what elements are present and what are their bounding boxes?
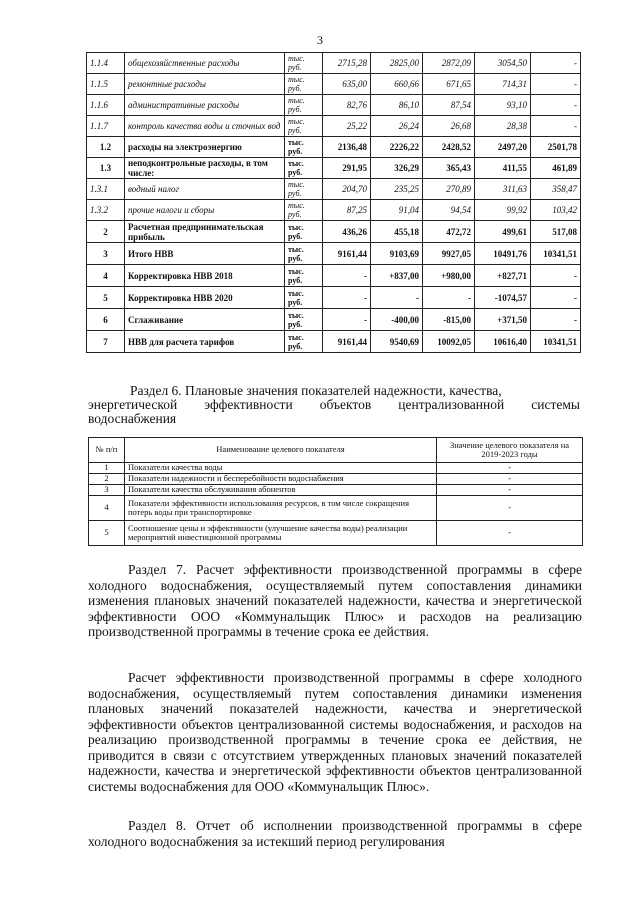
row-value: 2136,48 — [323, 137, 371, 158]
row-value: 365,43 — [423, 158, 475, 179]
row-value: - — [531, 116, 581, 137]
row-unit: тыс. руб. — [285, 243, 323, 265]
row-name: административные расходы — [125, 95, 285, 116]
section-6-line3: водоснабжения — [88, 411, 177, 426]
table-row — [89, 474, 583, 485]
row-number: 1.3.2 — [87, 200, 125, 221]
row-unit: тыс. руб. — [285, 287, 323, 309]
header-no: № п/п — [89, 438, 125, 463]
row-name: ремонтные расходы — [125, 74, 285, 95]
row-number: 1.2 — [87, 137, 125, 158]
row-unit: тыс. руб. — [285, 95, 323, 116]
table-row — [89, 496, 583, 521]
row-unit: тыс. руб. — [285, 331, 323, 353]
row-value: 270,89 — [423, 179, 475, 200]
row-name: Корректировка НВВ 2020 — [125, 287, 285, 309]
targets-table — [88, 437, 583, 546]
row-number: 1.1.5 — [87, 74, 125, 95]
row-name: Сглаживание — [125, 309, 285, 331]
row-value: 82,76 — [323, 95, 371, 116]
table-row — [87, 53, 581, 74]
row-value: 87,25 — [323, 200, 371, 221]
section-7 — [88, 562, 582, 640]
row-value: 9927,05 — [423, 243, 475, 265]
row-number: 1.1.6 — [87, 95, 125, 116]
row-value: 635,00 — [323, 74, 371, 95]
row-name: расходы на электроэнергию — [125, 137, 285, 158]
row-value: 714,31 — [475, 74, 531, 95]
row-name: Показатели качества воды — [125, 463, 437, 474]
row-value: - — [423, 287, 475, 309]
row-value: 9161,44 — [323, 331, 371, 353]
row-number: 1.3.1 — [87, 179, 125, 200]
section-8 — [88, 818, 582, 849]
word: энергетической — [88, 397, 178, 412]
row-value: 358,47 — [531, 179, 581, 200]
row-unit: тыс. руб. — [285, 74, 323, 95]
row-value: - — [531, 74, 581, 95]
row-no: 2 — [89, 474, 125, 485]
row-value: - — [323, 287, 371, 309]
row-value: 86,10 — [371, 95, 423, 116]
table-row — [87, 116, 581, 137]
row-name: Итого НВВ — [125, 243, 285, 265]
section-6-heading — [88, 384, 580, 426]
row-value: 10491,76 — [475, 243, 531, 265]
table-row — [89, 485, 583, 496]
table-row — [87, 265, 581, 287]
row-value: 9161,44 — [323, 243, 371, 265]
row-value: 9540,69 — [371, 331, 423, 353]
row-value: - — [323, 309, 371, 331]
row-value: - — [531, 53, 581, 74]
row-unit: тыс. руб. — [285, 200, 323, 221]
row-value: 311,63 — [475, 179, 531, 200]
row-value: 499,61 — [475, 221, 531, 243]
row-number: 1.1.4 — [87, 53, 125, 74]
table-row — [87, 158, 581, 179]
row-value: 103,42 — [531, 200, 581, 221]
row-no: 4 — [89, 496, 125, 521]
row-number: 5 — [87, 287, 125, 309]
row-value: -815,00 — [423, 309, 475, 331]
row-value: - — [437, 474, 583, 485]
row-value: 87,54 — [423, 95, 475, 116]
row-value: 2825,00 — [371, 53, 423, 74]
row-value: 10616,40 — [475, 331, 531, 353]
row-number: 1.3 — [87, 158, 125, 179]
row-unit: тыс. руб. — [285, 116, 323, 137]
row-value: 10341,51 — [531, 243, 581, 265]
row-number: 3 — [87, 243, 125, 265]
row-name: прочие налоги и сборы — [125, 200, 285, 221]
row-name: Расчетная предпринимательская прибыль — [125, 221, 285, 243]
row-number: 7 — [87, 331, 125, 353]
row-unit: тыс. руб. — [285, 309, 323, 331]
row-value: 326,29 — [371, 158, 423, 179]
table-row — [87, 287, 581, 309]
table-row — [87, 200, 581, 221]
word: централизованной — [398, 397, 505, 412]
row-value: 10341,51 — [531, 331, 581, 353]
row-value: -1074,57 — [475, 287, 531, 309]
row-value: +371,50 — [475, 309, 531, 331]
table-row — [87, 221, 581, 243]
tariff-table — [86, 52, 581, 353]
row-number: 6 — [87, 309, 125, 331]
row-no: 1 — [89, 463, 125, 474]
row-value: 9103,69 — [371, 243, 423, 265]
section-8-text: Раздел 8. Отчет об исполнении производственной программы в сфере холодного водоснабжения за истекший период регулирования — [88, 818, 582, 849]
row-value: - — [531, 287, 581, 309]
table-row — [87, 179, 581, 200]
row-name: неподконтрольные расходы, в том числе: — [125, 158, 285, 179]
row-value: 2715,28 — [323, 53, 371, 74]
word: системы — [531, 397, 580, 412]
efficiency-paragraph-text: Расчет эффективности производственной программы в сфере холодного водоснабжения, осуществляемый путем сопоставления динамики изменения плановых значений показателей надежности, качества и энергетической эффективности объектов централизованной системы водоснабжения, и расходов на реализацию производственной программы в течение срока ее действия, не приводится в связи с отсутствием утвержденных плановых значений показателей надежности, качества и энергетической эффективности объектов централизованной системы водоснабжения для ООО «Коммунальщик Плюс». — [88, 670, 582, 794]
row-name: Соотношение цены и эффективности (улучшение качества воды) реализации мероприятий инвестиционной программы — [125, 521, 437, 546]
table-row — [87, 243, 581, 265]
row-value: - — [437, 521, 583, 546]
row-value: 235,25 — [371, 179, 423, 200]
row-value: - — [437, 463, 583, 474]
row-value: 2501,78 — [531, 137, 581, 158]
row-value: - — [371, 287, 423, 309]
row-value: 26,24 — [371, 116, 423, 137]
row-value: 3054,50 — [475, 53, 531, 74]
row-unit: тыс. руб. — [285, 137, 323, 158]
table-row — [87, 331, 581, 353]
row-value: 2226,22 — [371, 137, 423, 158]
row-value: 26,68 — [423, 116, 475, 137]
row-value: 455,18 — [371, 221, 423, 243]
row-name: общехозяйственные расходы — [125, 53, 285, 74]
row-value: 94,54 — [423, 200, 475, 221]
row-value: - — [531, 309, 581, 331]
row-value: -400,00 — [371, 309, 423, 331]
row-value: 10092,05 — [423, 331, 475, 353]
row-name: Показатели качества обслуживания абонентов — [125, 485, 437, 496]
row-value: 2497,20 — [475, 137, 531, 158]
row-value: 93,10 — [475, 95, 531, 116]
table-row — [87, 74, 581, 95]
table-row — [89, 463, 583, 474]
row-value: 28,38 — [475, 116, 531, 137]
row-value: - — [437, 485, 583, 496]
row-value: 671,65 — [423, 74, 475, 95]
row-unit: тыс. руб. — [285, 221, 323, 243]
row-name: Показатели надежности и бесперебойности водоснабжения — [125, 474, 437, 485]
row-name: водный налог — [125, 179, 285, 200]
row-value: 436,26 — [323, 221, 371, 243]
row-value: 99,92 — [475, 200, 531, 221]
row-value: +980,00 — [423, 265, 475, 287]
row-value: +837,00 — [371, 265, 423, 287]
row-name: Показатели эффективности использования ресурсов, в том числе сокращения потерь воды при транспортировке — [125, 496, 437, 521]
row-value: 517,08 — [531, 221, 581, 243]
row-value: 411,55 — [475, 158, 531, 179]
header-value: Значение целевого показателя на 2019-2023 годы — [437, 438, 583, 463]
word: эффективности — [204, 397, 293, 412]
row-number: 1.1.7 — [87, 116, 125, 137]
row-value: 472,72 — [423, 221, 475, 243]
table-row — [89, 521, 583, 546]
row-value: 291,95 — [323, 158, 371, 179]
section-6-line1: Раздел 6. Плановые значения показателей надежности, качества, — [130, 383, 502, 398]
row-value: - — [531, 265, 581, 287]
row-value: - — [437, 496, 583, 521]
table-row — [87, 137, 581, 158]
row-value: 204,70 — [323, 179, 371, 200]
header-name: Наименование целевого показателя — [125, 438, 437, 463]
row-value: 660,66 — [371, 74, 423, 95]
section-7-text: Раздел 7. Расчет эффективности производственной программы в сфере холодного водоснабжения, осуществляемый путем сопоставления динамики изменения плановых значений показателей надежности, качества и энергетической эффективности ООО «Коммунальщик Плюс» и расходов на реализацию производственной программы в течение срока ее действия. — [88, 562, 582, 639]
word: объектов — [319, 397, 372, 412]
row-unit: тыс. руб. — [285, 265, 323, 287]
section-6-line2 — [88, 398, 580, 412]
row-unit: тыс. руб. — [285, 53, 323, 74]
row-number: 2 — [87, 221, 125, 243]
row-value: 91,04 — [371, 200, 423, 221]
row-number: 4 — [87, 265, 125, 287]
row-name: контроль качества воды и сточных вод — [125, 116, 285, 137]
row-unit: тыс. руб. — [285, 158, 323, 179]
efficiency-paragraph — [88, 670, 582, 794]
table-row — [87, 95, 581, 116]
row-value: - — [323, 265, 371, 287]
row-value: 461,89 — [531, 158, 581, 179]
row-value: 2428,52 — [423, 137, 475, 158]
row-no: 3 — [89, 485, 125, 496]
row-unit: тыс. руб. — [285, 179, 323, 200]
row-name: Корректировка НВВ 2018 — [125, 265, 285, 287]
table-row — [87, 309, 581, 331]
row-value: 25,22 — [323, 116, 371, 137]
row-value: 2872,09 — [423, 53, 475, 74]
row-value: - — [531, 95, 581, 116]
row-no: 5 — [89, 521, 125, 546]
row-name: НВВ для расчета тарифов — [125, 331, 285, 353]
page-number: 3 — [317, 33, 323, 47]
row-value: +827,71 — [475, 265, 531, 287]
